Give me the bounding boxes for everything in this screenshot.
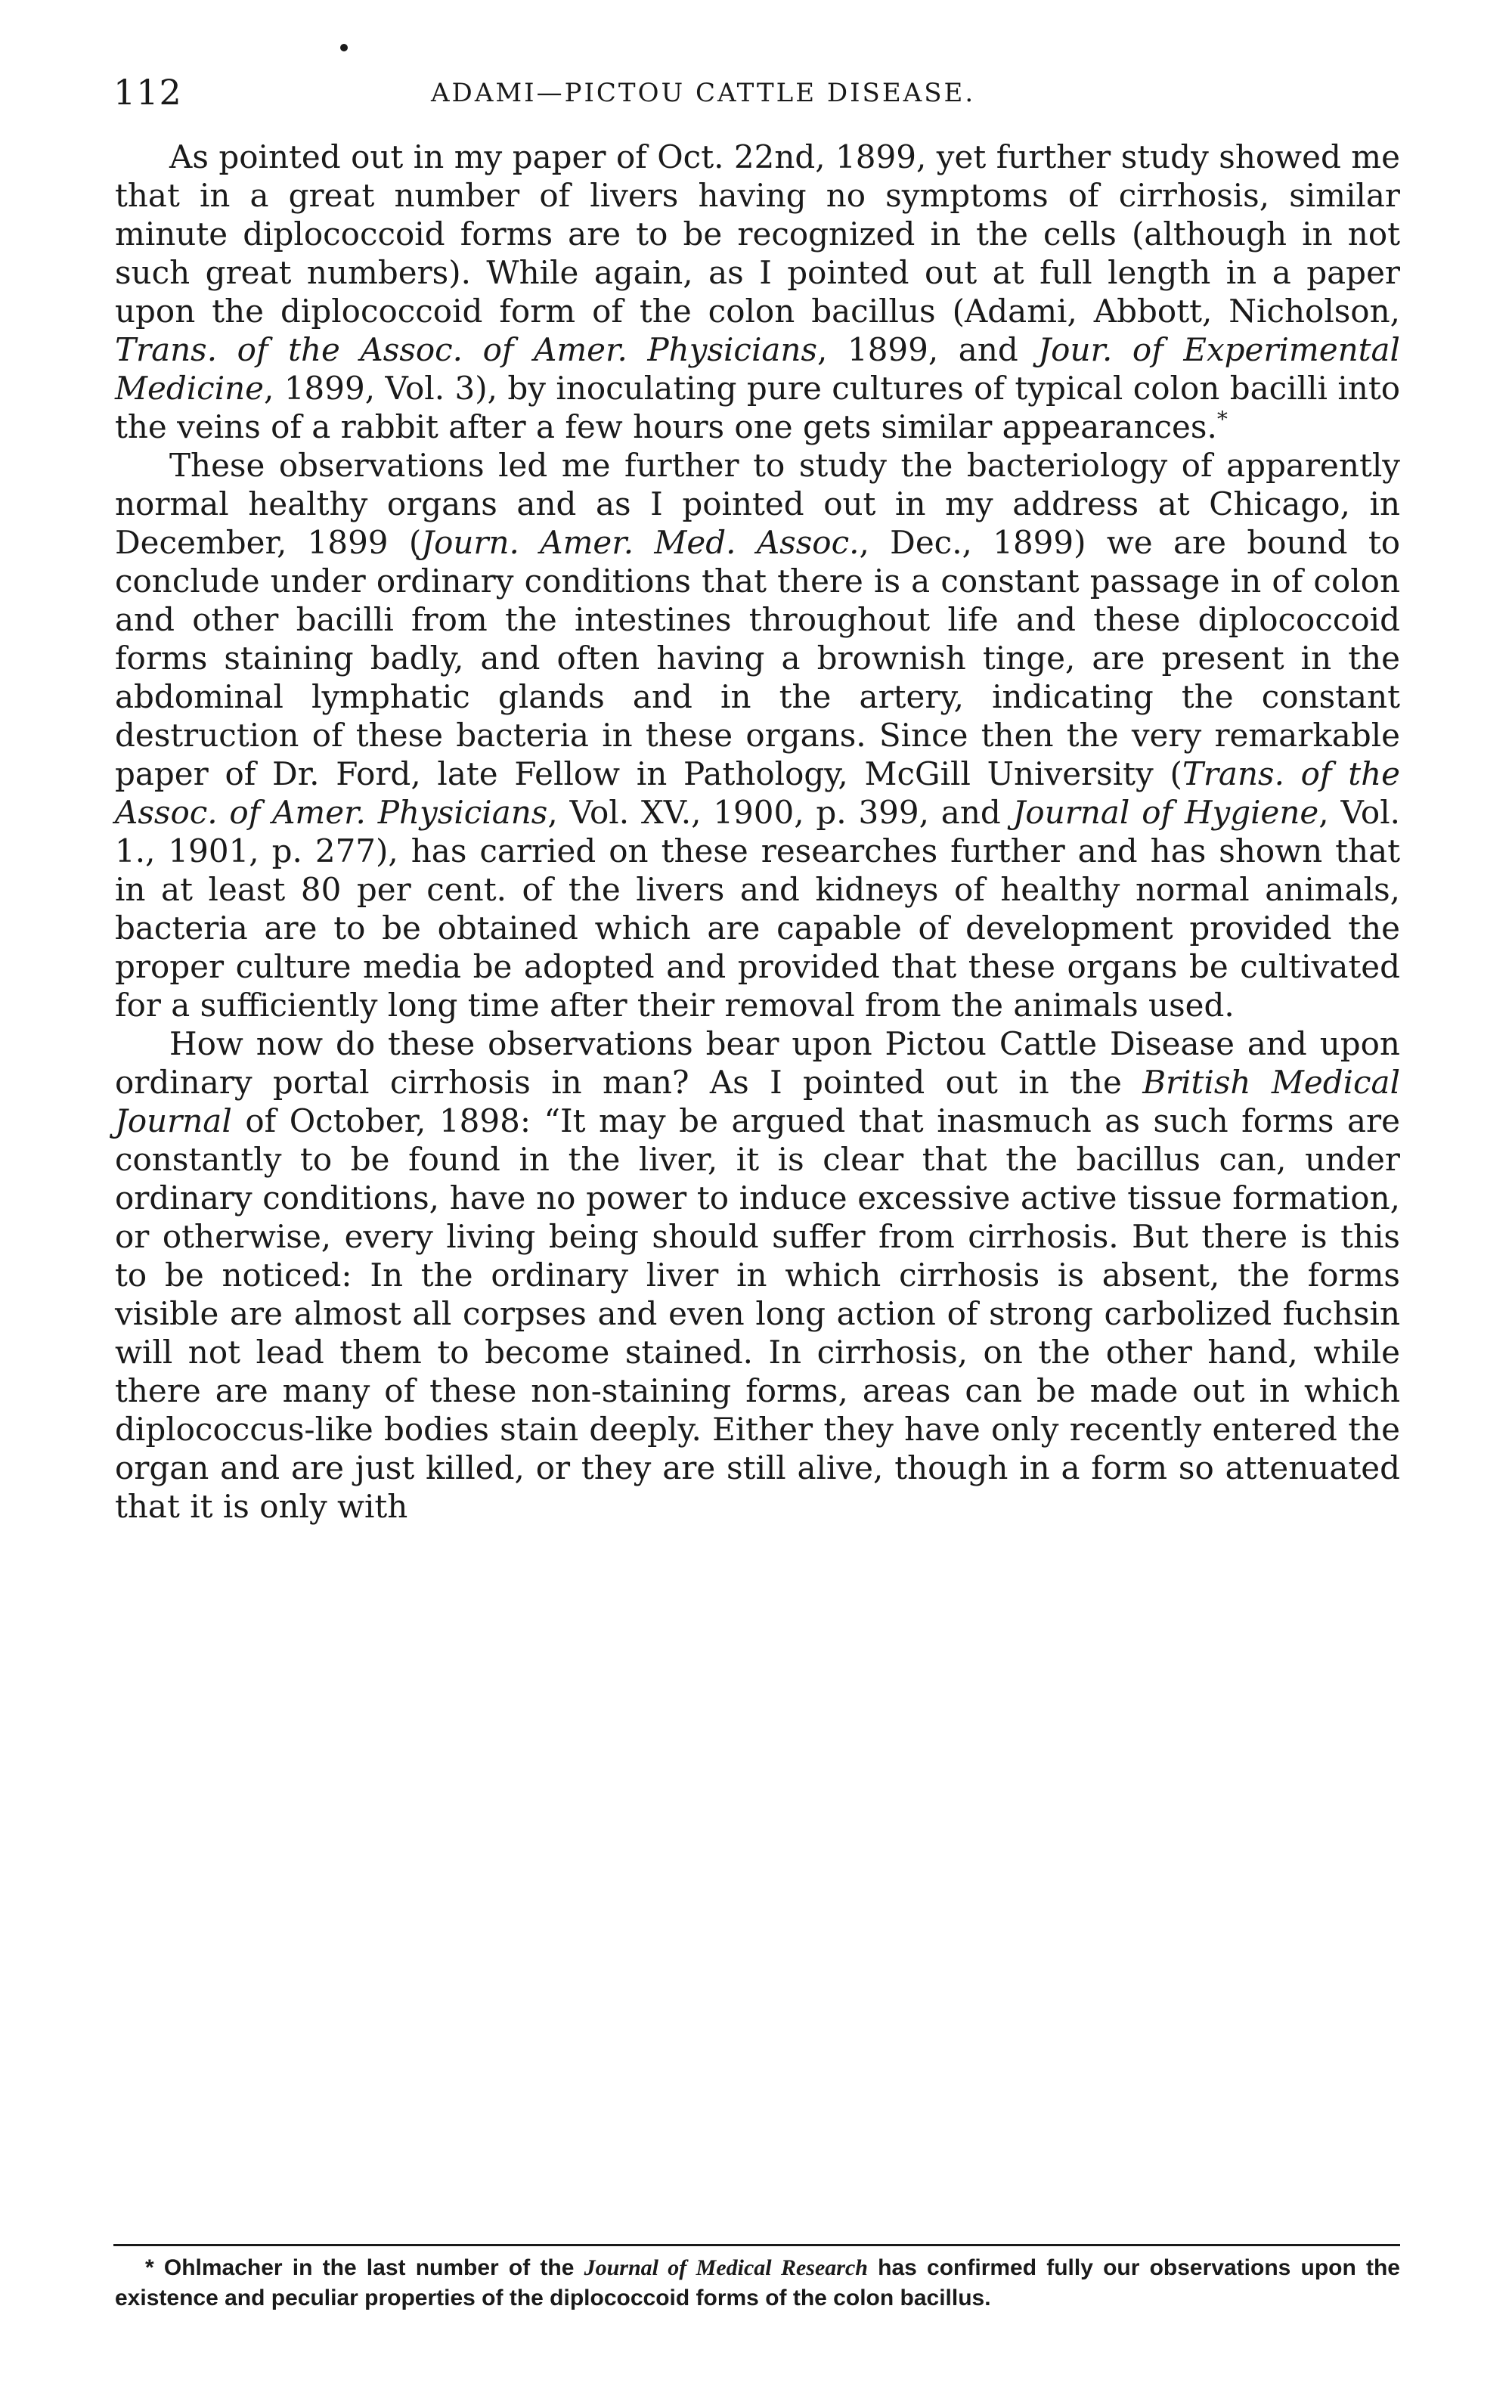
paragraph-1: As pointed out in my paper of Oct. 22nd, 1899, yet further study showed me that in a great number of livers having no symptoms of cirrhosis, similar minute diplococcoid forms are to be recognized in the cells (although in not such great numbers). While again, as I pointed out at full length in a paper upon the diplococcoid form of the colon bacillus (Adami, Abbott, Nicholson, Trans. of the Assoc. of Amer. Physicians, 1899, and Jour. of Experimental Medicine, 1899, Vol. 3), by inoculating pure cultures of typical colon bacilli into the veins of a rabbit after a few hours one gets similar appearances.* bbox=[115, 138, 1400, 445]
ink-dot bbox=[340, 44, 348, 51]
paragraph-2: These observations led me further to study the bacteriology of apparently normal healthy organs and as I pointed out in my address at Chicago, in December, 1899 (Journ. Amer. Med. Assoc., Dec., 1899) we are bound to conclude under ordinary conditions that there is a constant passage in of colon and other bacilli from the intestines throughout life and these diplococcoid forms staining badly, and often having a brownish tinge, are present in the abdominal lymphatic glands and in the artery, indicating the constant destruction of these bacteria in these organs. Since then the very remarkable paper of Dr. Ford, late Fellow in Pathology, McGill University (Trans. of the Assoc. of Amer. Physicians, Vol. XV., 1900, p. 399, and Journal of Hygiene, Vol. 1., 1901, p. 277), has carried on these researches further and has shown that in at least 80 per cent. of the livers and kidneys of healthy normal animals, bacteria are to be obtained which are capable of development provided the proper culture media be adopted and provided that these organs be cultivated for a sufficiently long time after their removal from the animals used. bbox=[115, 447, 1401, 1024]
citation-british-medical-journal: British Medical Journal bbox=[115, 1064, 1401, 1139]
footnote-marker: * bbox=[145, 2255, 154, 2280]
footnote: * Ohlmacher in the last number of the Journal of Medical Research has confirmed fully our observations upon the existence and peculiar properties of the diplococcoid forms of the colon bacillus. bbox=[115, 2255, 1400, 2310]
citation-trans-assoc-2: Trans. of the Assoc. of Amer. Physicians bbox=[115, 755, 1400, 831]
paragraph-3: How now do these observations bear upon Pictou Cattle Disease and upon ordinary portal cirrhosis in man? As I pointed out in the British Medical Journal of October, 1898: “It may be argued that inasmuch as such forms are constantly to be found in the liver, it is clear that the bacillus can, under ordinary conditions, have no power to induce excessive active tissue formation, or otherwise, every living being should suffer from cirrhosis. But there is this to be noticed: In the ordinary liver in which cirrhosis is absent, the forms visible are almost all corpses and even long action of strong carbolized fuchsin will not lead them to become stained. In cirrhosis, on the other hand, while there are many of these non-staining forms, areas can be made out in which diplococcus-like bodies stain deeply. Either they have only recently entered the organ and are just killed, or they are still alive, though in a form so attenuated that it is only with bbox=[115, 1025, 1401, 1525]
running-title: ADAMI—PICTOU CATTLE DISEASE. bbox=[431, 78, 976, 108]
body-text bbox=[115, 138, 1400, 1526]
footnote-reference: * bbox=[1216, 407, 1228, 432]
page-header bbox=[113, 70, 1399, 122]
citation-journal-hygiene: Journal of Hygiene bbox=[1012, 794, 1319, 831]
citation-trans-assoc: Trans. of the Assoc. of Amer. Physicians bbox=[115, 331, 818, 368]
footnote-divider bbox=[113, 2244, 1400, 2246]
page-number: 112 bbox=[113, 72, 182, 113]
citation-journ-amer-med: Journ. Amer. Med. Assoc. bbox=[421, 524, 860, 561]
citation-jour-exp-med: Jour. of Experimental Medicine bbox=[115, 331, 1400, 407]
footnote-journal-title: Journal of Medical Research bbox=[584, 2255, 868, 2280]
